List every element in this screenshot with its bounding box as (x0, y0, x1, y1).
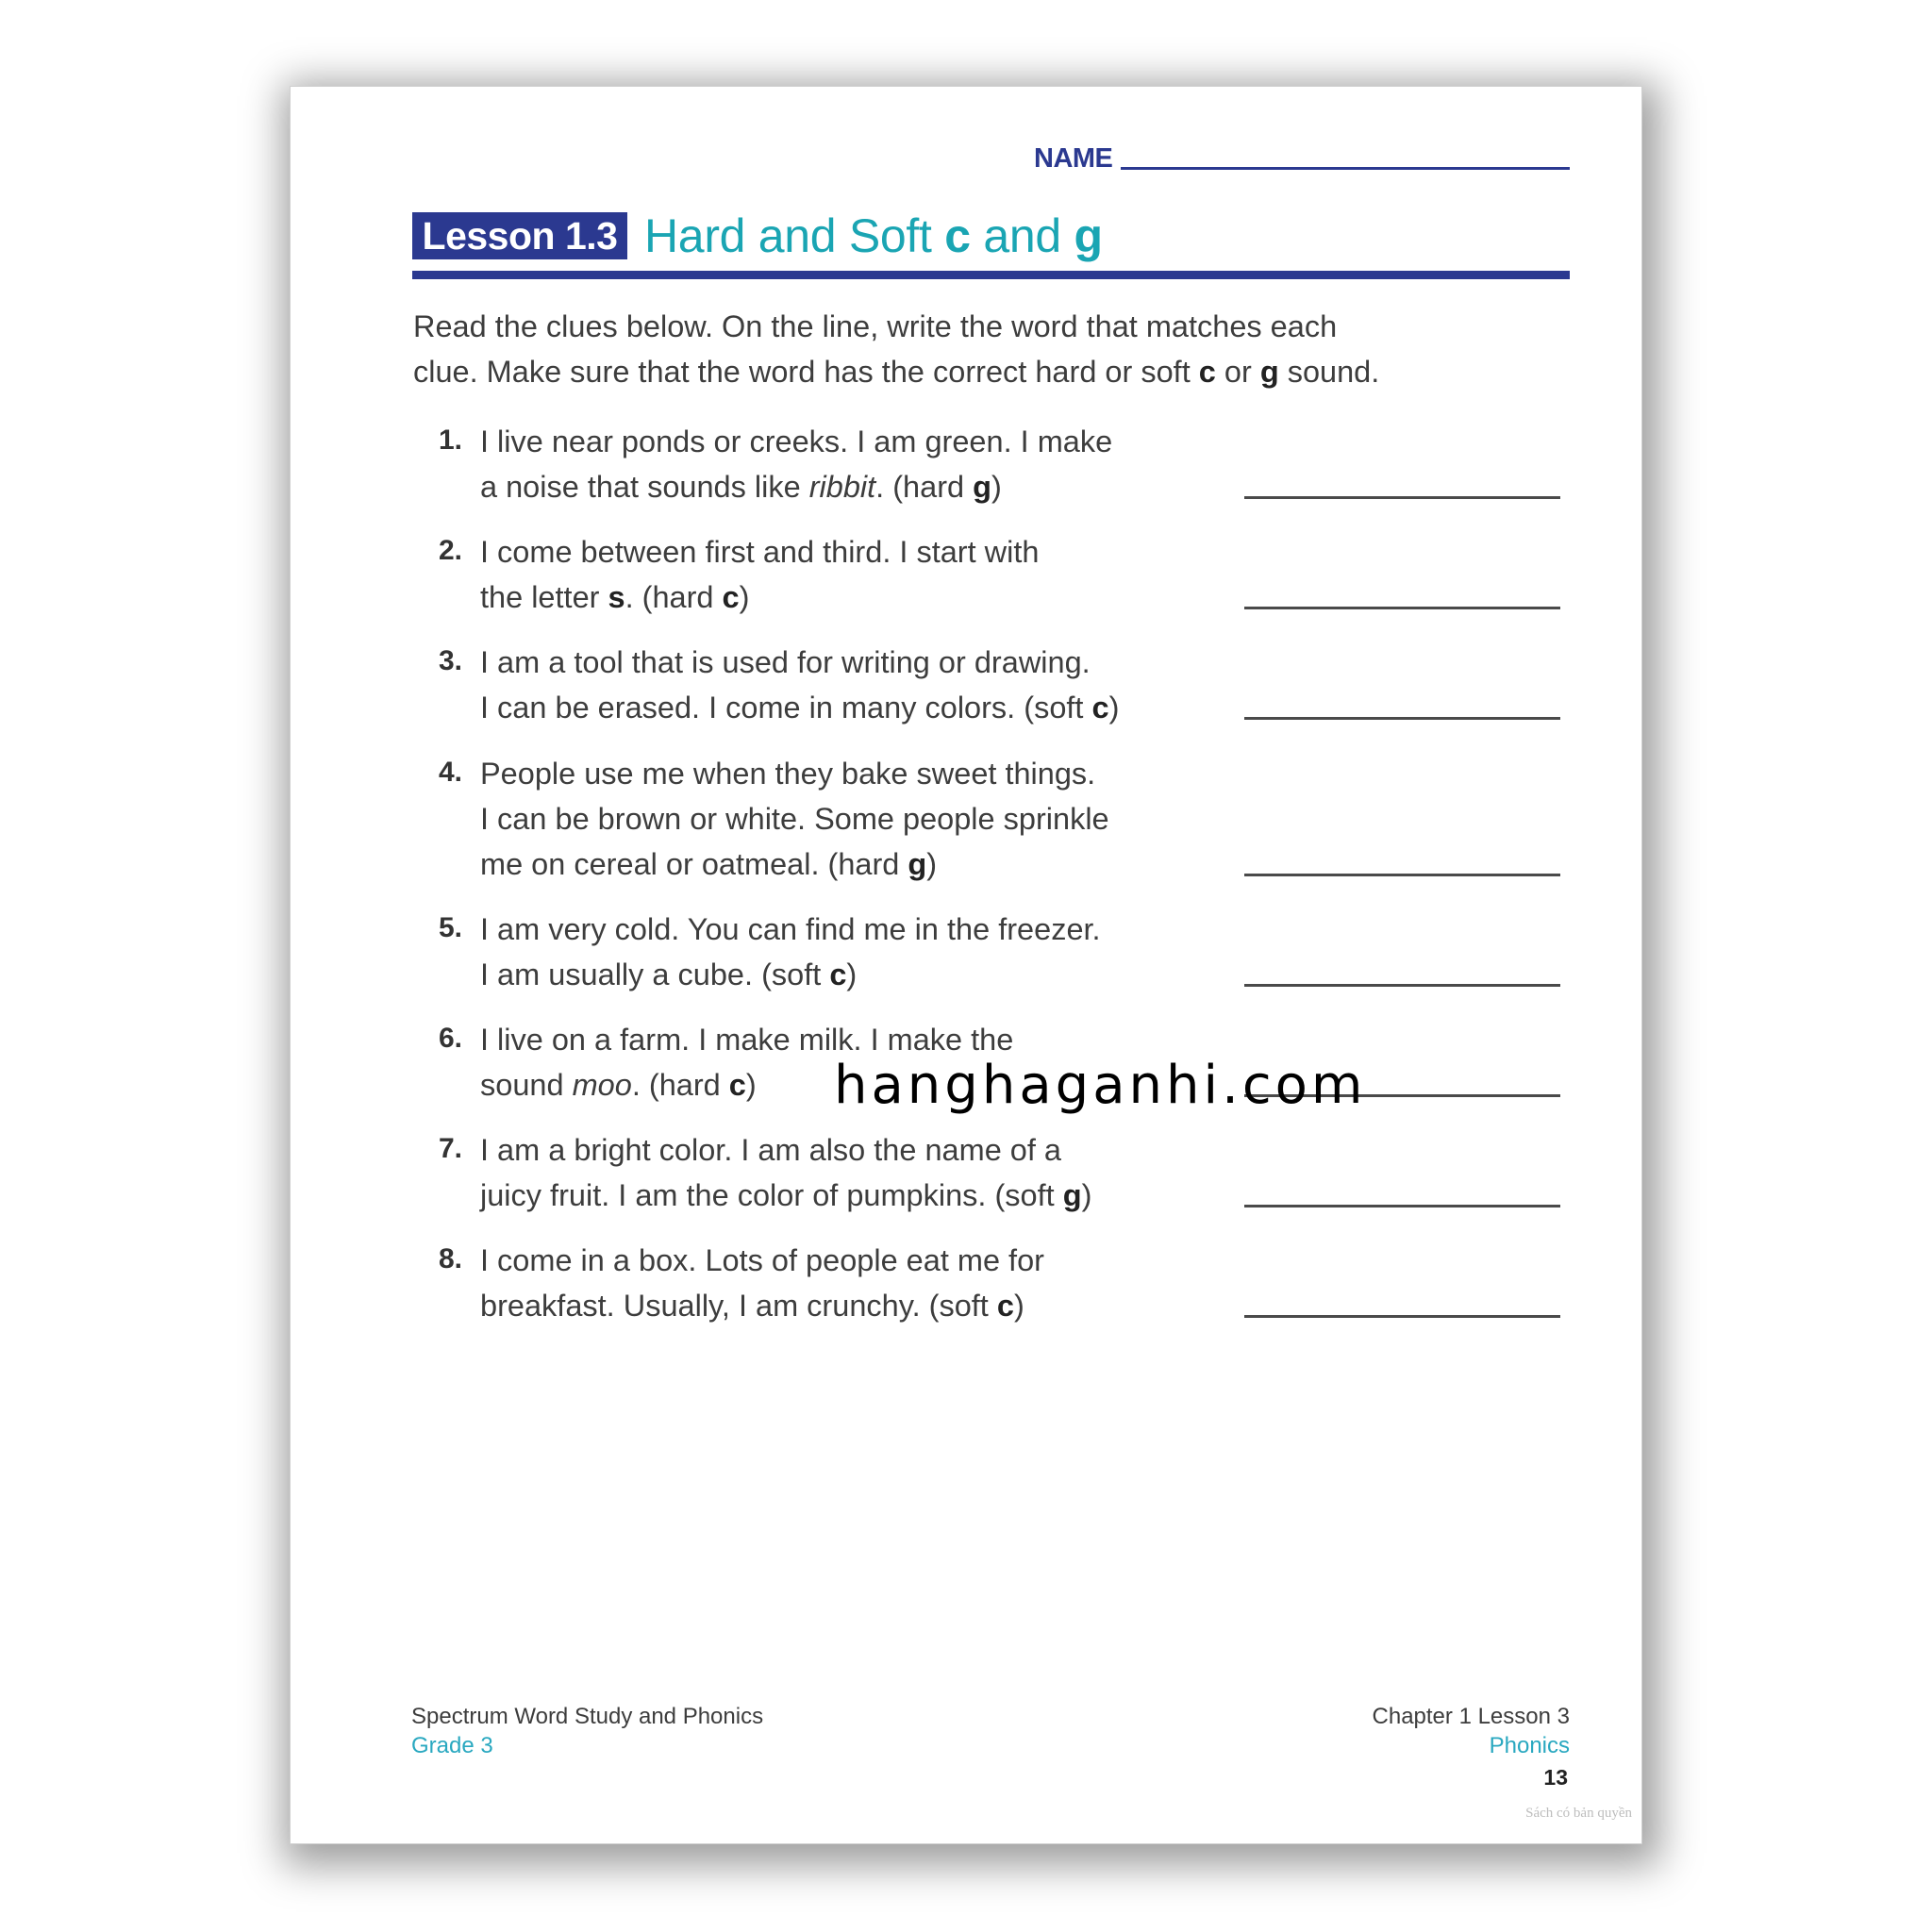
bold-letter: g (1259, 355, 1279, 389)
clue-text: breakfast. Usually, I am crunchy. (soft (480, 1289, 997, 1323)
copyright-note: Sách có bản quyền (1525, 1806, 1632, 1821)
name-label: NAME (1034, 143, 1113, 174)
footer-subject: Phonics (1489, 1733, 1570, 1758)
bold-letter: c (722, 580, 740, 614)
clue-number: 4. (439, 757, 463, 788)
clue-line (480, 575, 749, 620)
instructions-text: clue. Make sure that the word has the correct hard or soft (413, 355, 1199, 389)
clue-text: I can be erased. I come in many colors. (soft (480, 691, 1092, 724)
clue-text: I am usually a cube. (soft (480, 958, 830, 991)
clue-number: 1. (439, 425, 463, 456)
clue-text: ) (1108, 691, 1120, 724)
title-letter-c: c (944, 209, 971, 262)
bold-letter: c (728, 1068, 746, 1102)
clue-number: 8. (439, 1243, 463, 1274)
answer-line[interactable] (1244, 1205, 1560, 1208)
clue-text: I am a tool that is used for writing or drawing. (480, 645, 1091, 679)
clue-text: juicy fruit. I am the color of pumpkins. (soft (480, 1178, 1063, 1212)
title-text: and (970, 209, 1074, 262)
lesson-title (644, 209, 1103, 262)
clue-text: I can be brown or white. Some people sprinkle (480, 802, 1109, 836)
clue-text: I am a bright color. I am also the name of a (480, 1133, 1062, 1167)
clue-text: . (hard (875, 470, 974, 504)
clue-text: ) (991, 470, 1002, 504)
clue-line (480, 640, 1091, 685)
clue-text: I am very cold. You can find me in the freezer. (480, 912, 1101, 946)
clue-line (480, 796, 1109, 841)
clue-line (480, 952, 857, 997)
clue-text: I live near ponds or creeks. I am green. I make (480, 425, 1113, 458)
footer-chapter: Chapter 1 Lesson 3 (1372, 1704, 1570, 1729)
bold-letter: g (908, 847, 927, 881)
bold-letter: c (1198, 355, 1216, 389)
clue-number: 6. (439, 1023, 463, 1054)
clue-line (480, 1238, 1044, 1283)
instructions-line: Read the clues below. On the line, write the word that matches each (413, 309, 1338, 343)
instructions-line (413, 349, 1583, 394)
clue-text: I live on a farm. I make milk. I make the (480, 1023, 1014, 1057)
clue-text: I come between first and third. I start with (480, 535, 1040, 569)
title-text: Hard and Soft (644, 209, 945, 262)
bold-letter: c (996, 1289, 1014, 1323)
bold-letter: g (1062, 1178, 1082, 1212)
footer-book-title: Spectrum Word Study and Phonics (411, 1704, 764, 1729)
bold-letter: g (973, 470, 991, 504)
clue-text: . (hard (625, 580, 723, 614)
clue-line (480, 419, 1112, 464)
clue-line (480, 1127, 1061, 1173)
clue-text: me on cereal or oatmeal. (hard (480, 847, 908, 881)
clue-text: ) (739, 580, 750, 614)
clue-line (480, 464, 1002, 509)
answer-line[interactable] (1244, 984, 1560, 987)
lesson-badge: Lesson 1.3 (412, 212, 627, 259)
clue-text: People use me when they bake sweet things. (480, 757, 1096, 791)
italic-word: ribbit (808, 470, 876, 504)
answer-line[interactable] (1244, 496, 1560, 499)
name-input-line[interactable] (1121, 167, 1570, 170)
bold-letter: c (1091, 691, 1109, 724)
italic-word: moo (572, 1068, 632, 1102)
title-divider (412, 271, 1570, 279)
clue-line (480, 1062, 757, 1108)
instructions-text: or (1215, 355, 1260, 389)
clue-line (480, 529, 1039, 575)
clue-text: ) (926, 847, 938, 881)
clue-text: sound (480, 1068, 573, 1102)
clue-line (480, 685, 1119, 730)
answer-line[interactable] (1244, 607, 1560, 609)
clue-text: I come in a box. Lots of people eat me for (480, 1243, 1044, 1277)
answer-line[interactable] (1244, 1315, 1560, 1318)
clue-text: ) (1013, 1289, 1024, 1323)
clue-line (480, 841, 937, 887)
clue-text: ) (1081, 1178, 1092, 1212)
clue-text: ) (846, 958, 858, 991)
clue-number: 5. (439, 912, 463, 943)
clue-line (480, 907, 1101, 952)
clue-line (480, 1173, 1091, 1218)
clue-number: 3. (439, 645, 463, 676)
clue-text: ) (745, 1068, 757, 1102)
page-number: 13 (1543, 1765, 1568, 1790)
clue-text: the letter (480, 580, 608, 614)
clue-text: . (hard (631, 1068, 729, 1102)
instructions (413, 304, 1583, 394)
bold-letter: c (829, 958, 847, 991)
clue-number: 7. (439, 1133, 463, 1164)
instructions-text: sound. (1278, 355, 1380, 389)
clue-line (480, 1283, 1024, 1328)
answer-line[interactable] (1244, 717, 1560, 720)
footer-grade: Grade 3 (411, 1733, 493, 1758)
title-letter-g: g (1074, 209, 1103, 262)
clue-number: 2. (439, 535, 463, 566)
clue-line (480, 751, 1095, 796)
watermark: hanghaganhi.com (834, 1055, 1367, 1116)
bold-letter: s (608, 580, 625, 614)
clue-text: a noise that sounds like (480, 470, 809, 504)
answer-line[interactable] (1244, 874, 1560, 876)
